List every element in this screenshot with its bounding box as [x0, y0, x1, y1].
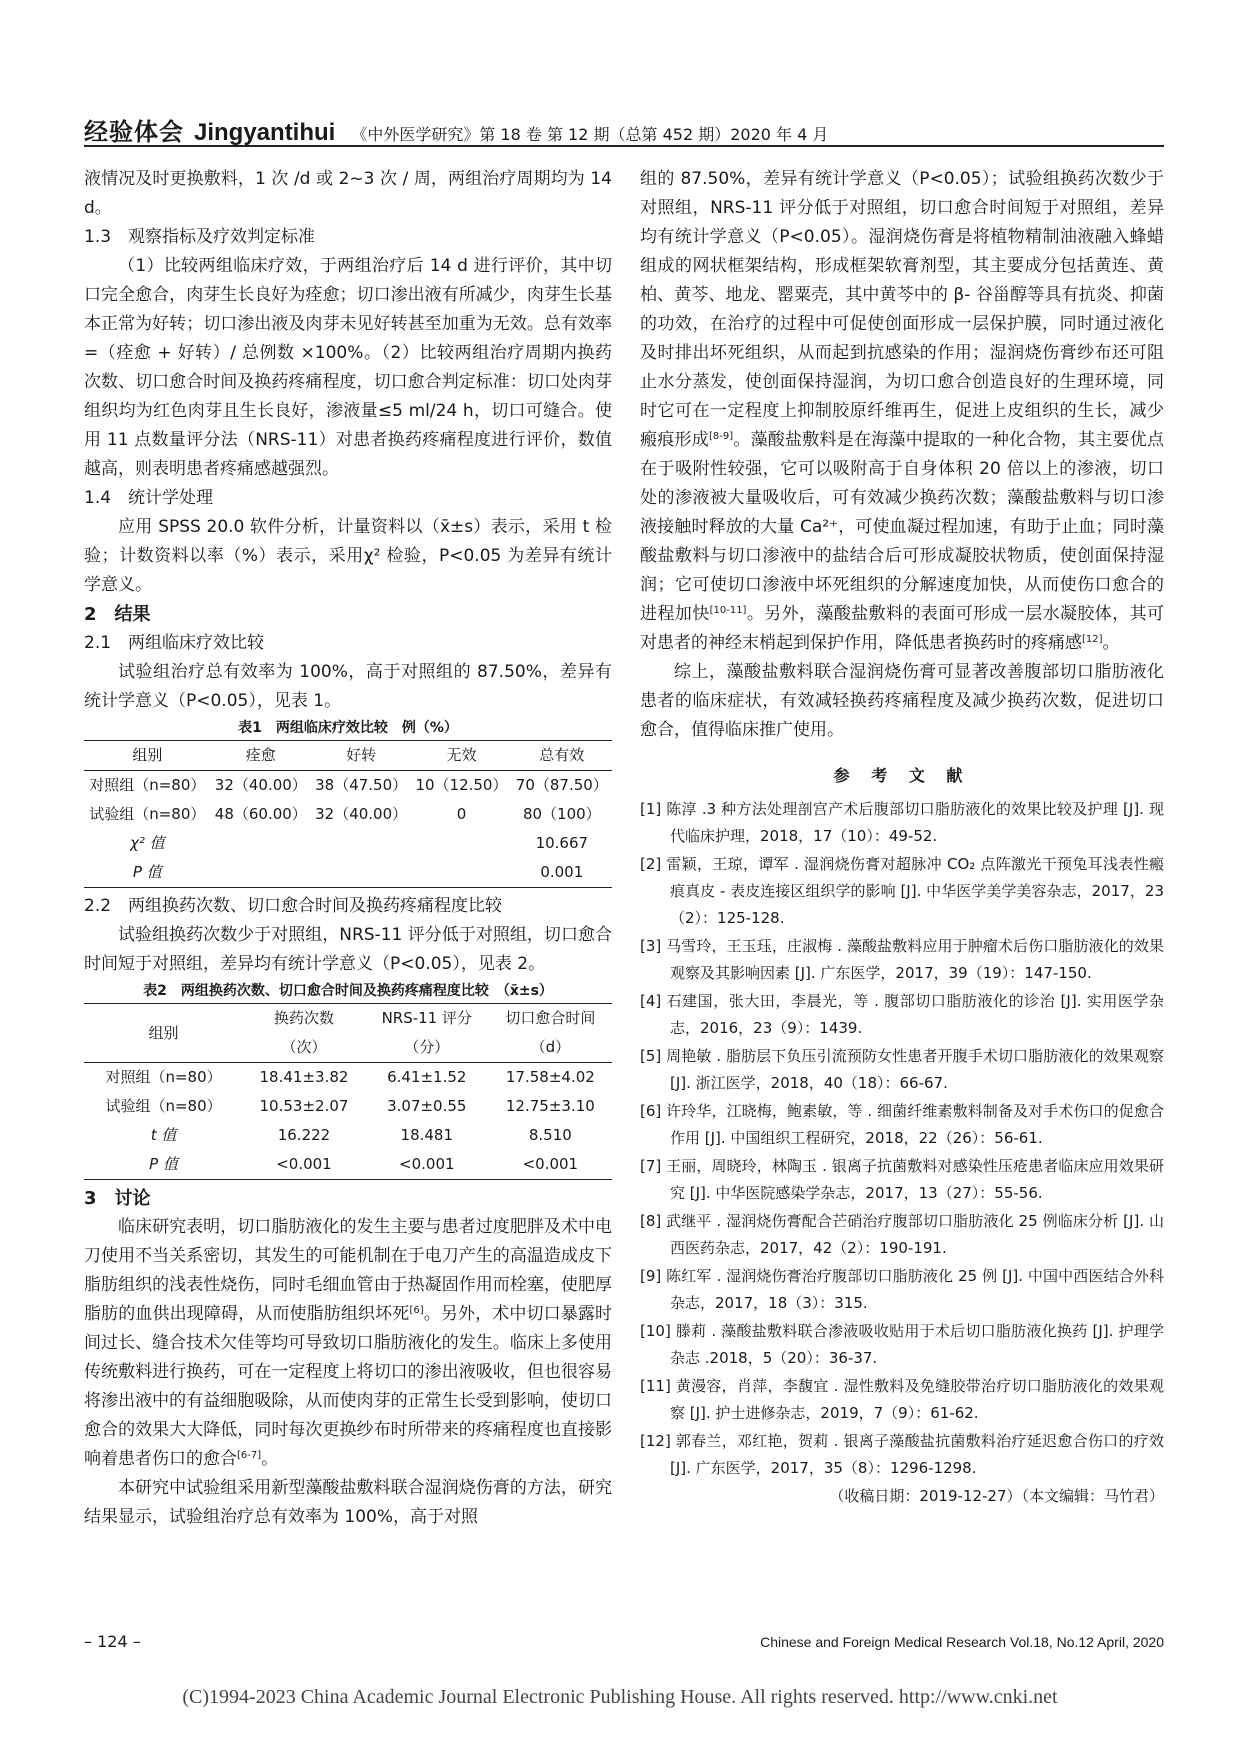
table-cell: 16.222 — [277, 1126, 331, 1144]
table-cell: 对照组（n=80） — [89, 776, 206, 794]
section-heading-2-1: 2.1 两组临床疗效比较 — [84, 633, 265, 653]
paragraph: 本研究中试验组采用新型藻酸盐敷料联合湿润烧伤膏的方法，研究结果显示，试验组治疗总有效率为 100%，高于对照 — [84, 1478, 612, 1527]
table-cell — [311, 829, 411, 858]
table-cell — [211, 858, 311, 888]
table-row — [84, 1150, 612, 1180]
table-2 — [84, 1003, 612, 1180]
text-run: 。 — [261, 1449, 279, 1469]
table-row — [84, 1121, 612, 1150]
table-cell: 70（87.50） — [515, 776, 608, 794]
table-cell — [411, 858, 511, 888]
text-run: 组的 87.50%，差异有统计学意义（P<0.05）；试验组换药次数少于对照组，NRS-11 评分低于对照组，切口愈合时间短于对照组，差异均有统计学意义（P<0.05）。湿润烧伤膏是将植物精制油液融入蜂蜡组成的网状框架结构，形成框架软膏剂型，其主要成分包括黄连、黄柏、黄芩、地龙、罂粟壳，其中黄芩中的 β- 谷甾醇等具有抗炎、抑菌的功效，在治疗的过程中可促使创面形成一层保护膜，同时通过液化及时排出坏死组织，从而起到抗感染的作用；湿润烧伤膏纱布还可阻止水分蒸发，使创面保持湿润，为切口愈合创造良好的生理环境，同时它可在一定程度上抑制胶原纤维再生，促进上皮组织的生长，减少瘢痕形成 — [640, 169, 1164, 450]
paragraph: 液情况及时更换敷料，1 次 /d 或 2~3 次 / 周，两组治疗周期均为 14 d。 — [84, 169, 612, 218]
text-run: 临床研究表明，切口脂肪液化的发生主要与患者过度肥胖及术中电刀使用不当关系密切，其发生的可能机制在于电刀产生的高温造成皮下脂肪组织的浅表性烧伤，同时毛细血管由于热凝固作用而栓塞，使肥厚脂肪的血供出现障碍，从而使脂肪组织坏死 — [84, 1217, 612, 1324]
paragraph — [84, 1213, 612, 1474]
table-header: 好转 — [311, 741, 411, 771]
table-row — [84, 829, 612, 858]
reference-item: [1] 陈淳 .3 种方法处理剖宫产术后腹部切口脂肪液化的效果比较及护理 [J]. 现代临床护理，2018，17（10）：49-52. — [640, 800, 1164, 845]
table-header-unit: （分） — [365, 1033, 489, 1063]
references-title: 参 考 文 献 — [833, 766, 971, 785]
reference-item: [7] 王丽，周晓玲，林陶玉 . 银离子抗菌敷料对感染性压疮患者临床应用效果研究 [J]. 中华医院感染学杂志，2017，13（27）：55-56. — [640, 1157, 1164, 1202]
table-cell — [311, 858, 411, 888]
header-divider — [84, 145, 1164, 147]
table-cell: 对照组（n=80） — [105, 1068, 222, 1086]
left-column — [84, 165, 612, 1532]
received-date: （收稿日期：2019-12-27）（本文编辑：马竹君） — [829, 1487, 1164, 1505]
text-run: 。藻酸盐敷料是在海藻中提取的一种化合物，其主要优点在于吸附性较强，它可以吸附高于自身体积 20 倍以上的渗液，切口处的渗液被大量吸收后，可有效减少换药次数；藻酸盐敷料与切口渗液接触时释放的大量 Ca²⁺，可使血凝过程加速，有助于止血；同时藻酸盐敷料与切口渗液中的盐结合后可形成凝胶状物质，使创面保持湿润；它可使切口渗液中坏死组织的分解速度加快，从而使伤口愈合的进程加快 — [640, 430, 1165, 624]
reference-item: [10] 滕莉 . 藻酸盐敷料联合渗液吸收贴用于术后切口脂肪液化换药 [J]. 护理学杂志 .2018，5（20）：36-37. — [640, 1322, 1164, 1367]
paragraph: （1）比较两组临床疗效，于两组治疗后 14 d 进行评价，其中切口完全愈合，肉芽生长良好为痊愈；切口渗出液有所减少，肉芽生长基本正常为好转；切口渗出液及肉芽未见好转甚至加重为无效。总有效率 =（痊愈 + 好转）/ 总例数 ×100%。（2）比较两组治疗周期内换药次数、切口愈合时间及换药疼痛程度，切口愈合判定标准：切口处肉芽组织均为红色肉芽且生长良好，渗液量≤5 ml/24 h，切口可缝合。使用 11 点数量评分法（NRS-11）对患者换药疼痛程度进行评价，数值越高，则表明患者疼痛感越强烈。 — [84, 256, 612, 479]
text-run: 。另外，藻酸盐敷料的表面可形成一层水凝胶体，其可对患者的神经末梢起到保护作用，降低患者换药时的疼痛感 — [640, 604, 1165, 653]
table-row — [84, 1092, 612, 1121]
section-label-pinyin: Jingyantihui — [194, 119, 336, 146]
text-run: 。 — [1102, 633, 1120, 653]
table-2-title: 表2 两组换药次数、切口愈合时间及换药疼痛程度比较 （x̄±s） — [143, 983, 553, 999]
section-heading-2-2: 2.2 两组换药次数、切口愈合时间及换药疼痛程度比较 — [84, 896, 503, 916]
table-header-unit: （次） — [243, 1033, 365, 1063]
reference-item: [3] 马雪玲，王玉珏，庄淑梅 . 藻酸盐敷料应用于肿瘤术后伤口脂肪液化的效果观察及其影响因素 [J]. 广东医学，2017，39（19）：147-150. — [640, 937, 1164, 982]
table-cell: 32（40.00） — [315, 805, 408, 823]
table-row — [84, 858, 612, 888]
table-header: 切口愈合时间 — [489, 1004, 612, 1034]
journal-footer: Chinese and Foreign Medical Research Vol.18, No.12 April, 2020 — [760, 1634, 1164, 1650]
reference-item: [12] 郭春兰，邓红艳，贺莉 . 银离子藻酸盐抗菌敷料治疗延迟愈合伤口的疗效 [J]. 广东医学，2017，35（8）：1296-1298. — [640, 1432, 1164, 1477]
table-cell: 38（47.50） — [315, 776, 408, 794]
table-row — [84, 1063, 612, 1093]
paragraph: 试验组换药次数少于对照组，NRS-11 评分低于对照组，切口愈合时间短于对照组，差异均有统计学意义（P<0.05），见表 2。 — [84, 925, 612, 974]
table-cell: <0.001 — [489, 1150, 612, 1180]
citation-ref: [6] — [409, 1305, 424, 1316]
table-cell: t 值 — [150, 1126, 177, 1144]
table-cell: 10.667 — [535, 834, 589, 852]
table-cell: <0.001 — [243, 1150, 365, 1180]
citation-ref: [12] — [1082, 634, 1103, 645]
table-header: 换药次数 — [243, 1004, 365, 1034]
table-cell: 17.58±4.02 — [505, 1068, 595, 1086]
table-header: 无效 — [411, 741, 511, 771]
right-column — [640, 165, 1164, 1509]
table-1 — [84, 740, 612, 888]
table-header-unit: （d） — [489, 1033, 612, 1063]
section-heading-1-3: 1.3 观察指标及疗效判定标准 — [84, 227, 316, 247]
table-cell: 18.481 — [400, 1126, 454, 1144]
section-heading-2: 2 结果 — [84, 604, 151, 625]
table-cell: P 值 — [84, 1150, 243, 1180]
table-cell: 10.53±2.07 — [259, 1097, 349, 1115]
table-header: NRS-11 评分 — [365, 1004, 489, 1034]
paragraph: 应用 SPSS 20.0 软件分析，计量资料以（x̄±s）表示，采用 t 检验；计数资料以率（%）表示，采用χ² 检验，P<0.05 为差异有统计学意义。 — [84, 517, 612, 595]
table-cell — [411, 829, 511, 858]
table-header: 总有效 — [512, 741, 612, 771]
table-cell — [211, 829, 311, 858]
table-cell: <0.001 — [365, 1150, 489, 1180]
section-label: 经验体会 — [84, 118, 184, 146]
table-cell: 0.001 — [512, 858, 612, 888]
journal-citation: 《中外医学研究》第 18 卷 第 12 期（总第 452 期）2020 年 4 月 — [351, 125, 829, 144]
table-cell: 0 — [456, 805, 467, 823]
table-cell: 试验组（n=80） — [105, 1097, 222, 1115]
table-cell: 48（60.00） — [214, 805, 307, 823]
table-cell: 18.41±3.82 — [259, 1068, 349, 1086]
page-number: – 124 – — [84, 1632, 141, 1651]
table-header: 组别 — [84, 1004, 243, 1063]
reference-item: [9] 陈红军 . 湿润烧伤膏治疗腹部切口脂肪液化 25 例 [J]. 中国中西医结合外科杂志，2017，18（3）：315. — [640, 1267, 1164, 1312]
reference-item: [4] 石建国，张大田，李晨光，等 . 腹部切口脂肪液化的诊治 [J]. 实用医学杂志，2016，23（9）：1439. — [640, 992, 1164, 1037]
citation-ref: [6-7] — [237, 1450, 262, 1461]
table-cell: 试验组（n=80） — [89, 805, 206, 823]
table-cell: P 值 — [84, 858, 211, 888]
table-header: 组别 — [84, 741, 211, 771]
reference-item: [6] 许玲华，江晓梅，鲍素敏，等 . 细菌纤维素敷料制备及对手术伤口的促愈合作用 [J]. 中国组织工程研究，2018，22（26）：56-61. — [640, 1102, 1164, 1147]
table-1-title: 表1 两组临床疗效比较 例（%） — [238, 720, 458, 736]
section-heading-3: 3 讨论 — [84, 1188, 151, 1209]
citation-ref: [10-11] — [709, 605, 747, 616]
paragraph: 试验组治疗总有效率为 100%，高于对照组的 87.50%，差异有统计学意义（P<0.05），见表 1。 — [84, 662, 612, 711]
paragraph: 综上，藻酸盐敷料联合湿润烧伤膏可显著改善腹部切口脂肪液化患者的临床症状，有效减轻换药疼痛程度及减少换药次数，促进切口愈合，值得临床推广使用。 — [640, 662, 1164, 740]
table-cell: 10（12.50） — [415, 776, 508, 794]
table-cell: 80（100） — [522, 805, 601, 823]
section-heading-1-4: 1.4 统计学处理 — [84, 488, 214, 508]
table-row — [84, 771, 612, 801]
table-cell: 3.07±0.55 — [387, 1097, 467, 1115]
citation-ref: [8-9] — [708, 431, 734, 442]
reference-item: [5] 周艳敏 . 脂肪层下负压引流预防女性患者开腹手术切口脂肪液化的效果观察 [J]. 浙江医学，2018，40（18）：66-67. — [640, 1047, 1164, 1092]
running-header — [84, 112, 1164, 147]
table-cell: 12.75±3.10 — [505, 1097, 595, 1115]
reference-item: [8] 武继平 . 湿润烧伤膏配合芒硝治疗腹部切口脂肪液化 25 例临床分析 [J]. 山西医药杂志，2017，42（2）：190-191. — [640, 1212, 1164, 1257]
table-row — [84, 800, 612, 829]
table-cell: χ² 值 — [129, 834, 165, 852]
table-cell: 6.41±1.52 — [387, 1068, 467, 1086]
reference-item: [11] 黄漫容，肖萍，李馥宜 . 湿性敷料及免缝胶带治疗切口脂肪液化的效果观察 [J]. 护士进修杂志，2019，7（9）：61-62. — [640, 1377, 1164, 1422]
paragraph — [640, 165, 1164, 658]
copyright-notice: (C)1994-2023 China Academic Journal Electronic Publishing House. All rights reserved. http://www.cnki.net — [182, 1686, 1058, 1708]
table-header: 痊愈 — [211, 741, 311, 771]
reference-item: [2] 雷颖，王琼，谭军 . 湿润烧伤膏对超脉冲 CO₂ 点阵激光干预兔耳浅表性瘢痕真皮 - 表皮连接区组织学的影响 [J]. 中华医学美学美容杂志，2017，23（2）：125-128. — [640, 855, 1164, 927]
table-cell: 32（40.00） — [214, 776, 307, 794]
table-cell: 8.510 — [528, 1126, 572, 1144]
text-run: 。另外，术中切口暴露时间过长、缝合技术欠佳等均可导致切口脂肪液化的发生。临床上多使用传统敷料进行换药，可在一定程度上将切口的渗出液吸收，但也很容易将渗出液中的有益细胞吸除，从而使肉芽的正常生长受到影响，使切口愈合的效果大大降低，同时每次更换纱布时所带来的疼痛程度也直接影响着患者伤口的愈合 — [84, 1304, 613, 1469]
